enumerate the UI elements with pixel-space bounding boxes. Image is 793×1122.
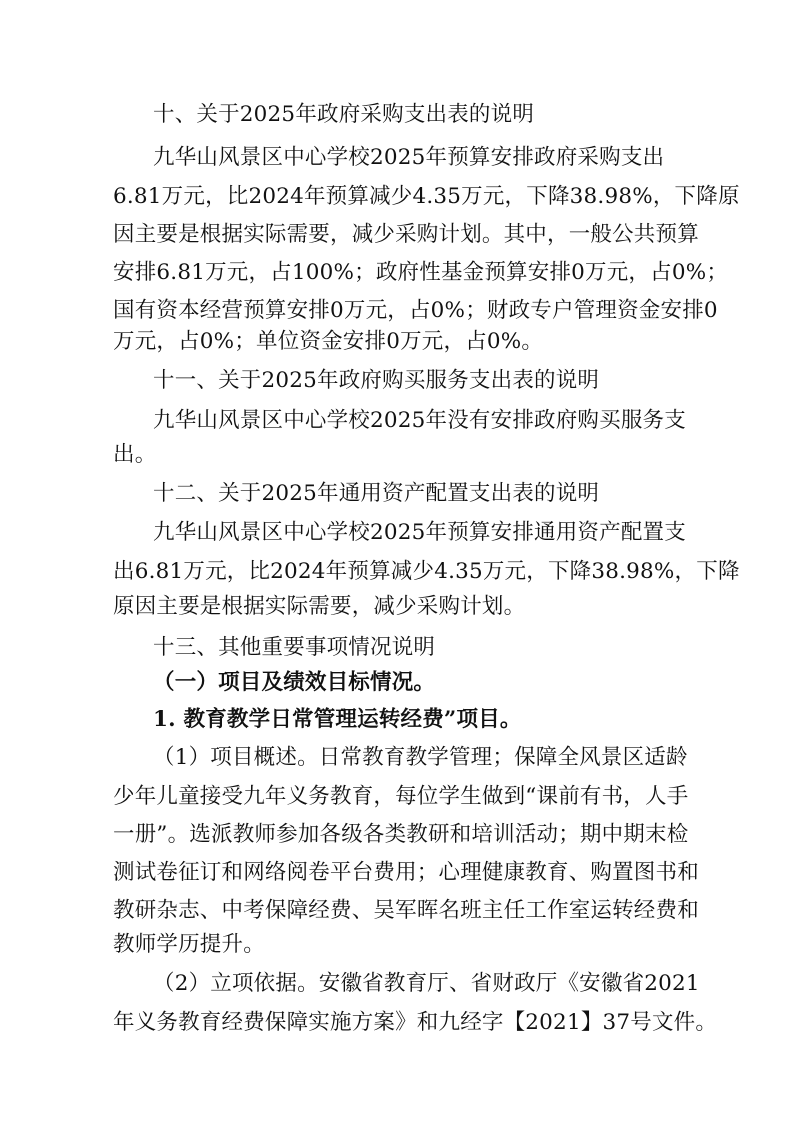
section-13-heading: 十三、其他重要事项情况说明 [153,635,436,660]
paragraph-line: 教研杂志、中考保障经费、吴军晖名班主任工作室运转经费和 [113,898,699,923]
paragraph-line: 一册”。选派教师参加各级各类教研和培训活动；期中期末检 [113,822,689,847]
paragraph-line: 年义务教育经费保障实施方案》和九经字【2021】37号文件。 [113,1010,718,1035]
section-12-heading: 十二、关于2025年通用资产配置支出表的说明 [153,481,600,506]
section-11-heading: 十一、关于2025年政府购买服务支出表的说明 [153,368,600,393]
paragraph-line: 出6.81万元，比2024年预算减少4.35万元，下降38.98%，下降 [113,559,740,584]
paragraph-line: （1）项目概述。日常教育教学管理；保障全风景区适龄 [153,745,688,770]
paragraph-line: 出。 [113,442,157,467]
paragraph-line: 测试卷征订和网络阅卷平台费用；心理健康教育、购置图书和 [113,860,699,885]
paragraph-line: （2）立项依据。安徽省教育厅、省财政厅《安徽省2021 [153,971,700,996]
paragraph-line: 6.81万元，比2024年预算减少4.35万元，下降38.98%，下降原 [113,184,740,209]
paragraph-line: 九华山风景区中心学校2025年预算安排通用资产配置支 [153,520,686,545]
paragraph-line: 九华山风景区中心学校2025年预算安排政府采购支出 [153,145,665,170]
section-10-heading: 十、关于2025年政府采购支出表的说明 [153,102,535,127]
paragraph-line: 九华山风景区中心学校2025年没有安排政府购买服务支 [153,408,686,433]
paragraph-line: 教师学历提升。 [113,932,265,957]
paragraph-line: 安排6.81万元，占100%；政府性基金预算安排0万元，占0%； [113,260,729,285]
paragraph-line: 少年儿童接受九年义务教育，每位学生做到“课前有书，人手 [113,784,689,809]
paragraph-line: 因主要是根据实际需要，减少采购计划。其中，一般公共预算 [113,222,699,247]
subsection-heading: （一）项目及绩效目标情况。 [153,670,436,695]
paragraph-line: 国有资本经营预算安排0万元，占0%；财政专户管理资金安排0 [113,298,718,323]
paragraph-line: 万元，占0%；单位资金安排0万元，占0%。 [113,329,544,354]
project-heading: 1. 教育教学日常管理运转经费”项目。 [153,707,522,732]
paragraph-line: 原因主要是根据实际需要，减少采购计划。 [113,594,526,619]
